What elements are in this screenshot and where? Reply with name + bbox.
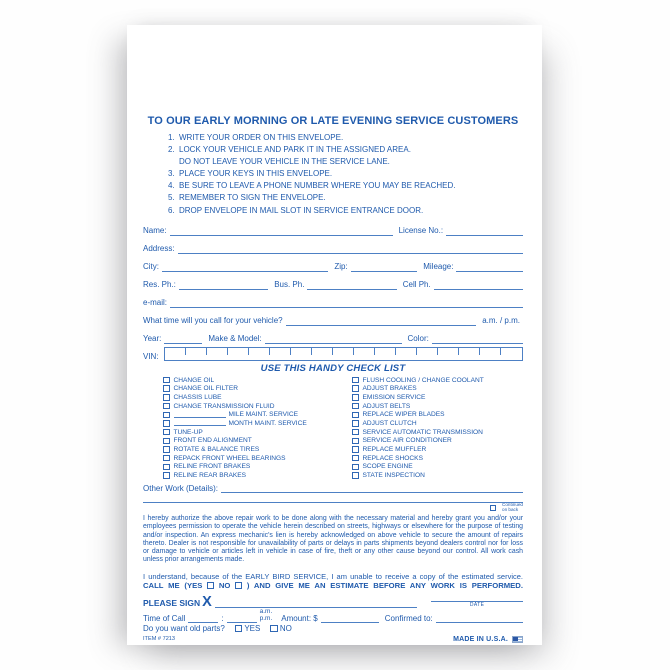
bus-ph-label: Bus. Ph. (274, 279, 305, 289)
checkbox[interactable] (352, 403, 359, 410)
am-pm-label: a.m. / p.m. (482, 315, 520, 325)
checklist-item: REPACK FRONT WHEEL BEARINGS (163, 454, 334, 463)
am-option[interactable]: a.m. (259, 607, 273, 615)
checklist-item: SERVICE AUTOMATIC TRANSMISSION (352, 428, 523, 437)
checklist-item: ADJUST CLUTCH (352, 419, 523, 428)
old-parts-question: Do you want old parts? (143, 624, 225, 634)
address-label: Address: (143, 243, 175, 253)
name-label: Name: (143, 225, 167, 235)
checkbox[interactable] (163, 412, 170, 419)
time-hour-input-line[interactable] (188, 622, 218, 623)
confirmed-input-line[interactable] (436, 622, 523, 623)
checkbox[interactable] (163, 472, 170, 479)
checklist-item: CHANGE TRANSMISSION FLUID (163, 402, 334, 411)
service-checklist (143, 376, 523, 480)
form-content (127, 25, 542, 645)
checkbox[interactable] (352, 377, 359, 384)
checkbox[interactable] (352, 464, 359, 471)
checkbox[interactable] (163, 403, 170, 410)
checklist-item: ROTATE & BALANCE TIRES (163, 445, 334, 454)
checklist-item: ADJUST BELTS (352, 402, 523, 411)
instruction-item: DO NOT LEAVE YOUR VEHICLE IN THE SERVICE LANE. (179, 157, 390, 167)
city-label: City: (143, 261, 159, 271)
old-parts-no-label: NO (279, 624, 292, 634)
continued-label-2: on back (502, 506, 519, 512)
checklist-item: REPLACE SHOCKS (352, 454, 523, 463)
res-ph-label: Res. Ph.: (143, 279, 176, 289)
checklist-header: USE THIS HANDY CHECK LIST (260, 362, 406, 374)
continued-label-1: Continued (502, 502, 523, 508)
email-row (143, 290, 523, 308)
vin-row (143, 344, 523, 361)
phones-row (143, 272, 523, 290)
old-parts-no-checkbox[interactable] (270, 625, 278, 633)
time-colon: : (221, 613, 224, 623)
instruction-item: 4. BE SURE TO LEAVE A PHONE NUMBER WHERE YOU MAY BE REACHED. (168, 181, 456, 191)
call-time-input-line[interactable] (286, 325, 477, 326)
make-model-label: Make & Model: (208, 333, 262, 343)
call-me-prefix: CALL ME (YES (143, 580, 203, 590)
checkbox[interactable] (163, 438, 170, 445)
checkbox[interactable] (352, 394, 359, 401)
old-parts-yes-checkbox[interactable] (235, 625, 243, 633)
form-title: TO OUR EARLY MORNING OR LATE EVENING SERVICE CUSTOMERS (147, 115, 519, 127)
other-work-label: Other Work (Details): (143, 483, 218, 493)
confirmed-label: Confirmed to: (384, 613, 433, 623)
amount-label: Amount: $ (281, 613, 318, 623)
checklist-item: MONTH MAINT. SERVICE (163, 419, 334, 428)
please-sign-label: PLEASE SIGN (143, 597, 201, 608)
checkbox[interactable] (352, 455, 359, 462)
checkbox[interactable] (352, 438, 359, 445)
old-parts-yes-label: YES (244, 624, 261, 634)
bus-ph-input-line[interactable] (307, 289, 396, 290)
mile-input-line[interactable] (174, 412, 226, 418)
other-work-input-line[interactable] (221, 492, 523, 493)
checkbox[interactable] (352, 446, 359, 453)
checkbox[interactable] (163, 394, 170, 401)
call-time-label: What time will you call for your vehicle? (143, 315, 283, 325)
call-me-yes-checkbox[interactable] (207, 582, 214, 589)
zip-input-line[interactable] (351, 271, 418, 272)
name-row (143, 218, 523, 236)
vin-label: VIN: (143, 351, 159, 361)
address-row (143, 236, 523, 254)
checklist-item: SCOPE ENGINE (352, 463, 523, 472)
checkbox[interactable] (163, 420, 170, 427)
checklist-item: SERVICE AIR CONDITIONER (352, 436, 523, 445)
vin-character-boxes[interactable] (164, 347, 523, 361)
color-input-line[interactable] (432, 343, 523, 344)
checklist-item: EMISSION SERVICE (352, 393, 523, 402)
am-pm-stack (260, 608, 273, 623)
checkbox[interactable] (163, 429, 170, 436)
call-me-no-label: NO (218, 580, 231, 590)
form-footer (143, 636, 523, 643)
checklist-item: RELINE REAR BRAKES (163, 471, 334, 480)
email-input-line[interactable] (170, 307, 523, 308)
month-input-line[interactable] (174, 420, 226, 426)
name-input-line[interactable] (170, 235, 393, 236)
city-input-line[interactable] (162, 271, 328, 272)
signature-row (143, 594, 523, 608)
year-input-line[interactable] (164, 343, 202, 344)
instruction-item: 6. DROP ENVELOPE IN MAIL SLOT IN SERVICE ENTRANCE DOOR. (168, 205, 424, 215)
checklist-item: REPLACE WIPER BLADES (352, 410, 523, 419)
checkbox[interactable] (163, 455, 170, 462)
mileage-input-line[interactable] (456, 271, 523, 272)
address-input-line[interactable] (178, 253, 523, 254)
call-me-no-checkbox[interactable] (235, 582, 242, 589)
service-envelope-form (127, 25, 542, 645)
continued-checkbox[interactable] (490, 505, 497, 512)
date-label: DATE (469, 601, 485, 608)
date-field (431, 590, 523, 608)
instruction-item: 3. PLACE YOUR KEYS IN THIS ENVELOPE. (168, 169, 333, 179)
signature-input-line[interactable] (215, 607, 417, 608)
instruction-list (168, 132, 523, 217)
city-row (143, 254, 523, 272)
made-in-usa-label: MADE IN U.S.A. (453, 635, 508, 643)
checklist-item: RELINE FRONT BRAKES (163, 463, 334, 472)
checkbox[interactable] (163, 446, 170, 453)
checklist-item: REPLACE MUFFLER (352, 445, 523, 454)
checkbox[interactable] (163, 377, 170, 384)
make-model-input-line[interactable] (265, 343, 402, 344)
us-flag-icon (512, 636, 523, 643)
cell-ph-label: Cell Ph. (402, 279, 431, 289)
time-of-call-label: Time of Call (143, 613, 186, 623)
cell-ph-input-line[interactable] (434, 289, 523, 290)
res-ph-input-line[interactable] (179, 289, 268, 290)
instruction-item: 5. REMEMBER TO SIGN THE ENVELOPE. (168, 193, 326, 203)
checkbox[interactable] (352, 472, 359, 479)
checklist-item: FRONT END ALIGNMENT (163, 436, 334, 445)
checklist-left-column (143, 376, 334, 480)
authorization-paragraph: I hereby authorize the above repair work to be done along with the necessary material and hereby grant you and/or your employees permission to operate the vehicle herein described on streets, highways or elsewhere for the purpose of testing and/or inspection. An express mechanic's lien is hereby acknowledged on above vehicle to secure the amount of repairs thereto. Dealer is not responsible for unavailability of parts or delays in parts shipments beyond dealers control nor for loss or damage to vehicle or articles left in vehicle in case of fire, theft or any other cause beyond our control. All work cash unless prior arrangements made. (143, 514, 523, 564)
checklist-item: TUNE-UP (163, 428, 334, 437)
checkbox[interactable] (352, 429, 359, 436)
old-parts-row (143, 623, 523, 635)
checklist-item: FLUSH COOLING / CHANGE COOLANT (352, 376, 523, 385)
other-work-input-line-2[interactable] (143, 493, 523, 503)
item-number: ITEM # 7213 (143, 636, 176, 643)
time-minute-input-line[interactable] (227, 622, 257, 623)
checklist-item: STATE INSPECTION (352, 471, 523, 480)
call-time-row (143, 308, 523, 326)
color-label: Color: (407, 333, 429, 343)
checkbox[interactable] (163, 464, 170, 471)
checkbox[interactable] (352, 420, 359, 427)
vehicle-row (143, 326, 523, 344)
checklist-right-column (334, 376, 523, 480)
other-work-row (143, 480, 523, 493)
instruction-item: 1. WRITE YOUR ORDER ON THIS ENVELOPE. (168, 133, 344, 142)
license-input-line[interactable] (446, 235, 523, 236)
checklist-item: CHANGE OIL (163, 376, 334, 385)
checkbox[interactable] (352, 385, 359, 392)
instruction-item: 2. LOCK YOUR VEHICLE AND PARK IT IN THE ASSIGNED AREA. (168, 145, 411, 155)
amount-input-line[interactable] (321, 622, 379, 623)
checklist-item: CHANGE OIL FILTER (163, 384, 334, 393)
zip-label: Zip: (334, 261, 348, 271)
customer-fields (143, 218, 523, 361)
checklist-item: CHASSIS LUBE (163, 393, 334, 402)
date-input-line[interactable] (431, 590, 523, 602)
checkbox[interactable] (163, 385, 170, 392)
call-me-suffix: ) AND GIVE ME AN ESTIMATE BEFORE ANY WORK IS PERFORMED. (246, 580, 523, 590)
email-label: e-mail: (143, 297, 168, 307)
checkbox[interactable] (352, 412, 359, 419)
year-label: Year: (143, 333, 162, 343)
estimate-notice-line: I understand, because of the EARLY BIRD SERVICE, I am unable to receive a copy of the estimated service. (143, 571, 523, 581)
signature-x-mark: X (202, 593, 212, 610)
continued-on-back (143, 503, 523, 513)
time-of-call-row (143, 608, 523, 623)
license-label: License No.: (398, 225, 444, 235)
checklist-item: ADJUST BRAKES (352, 384, 523, 393)
pm-option[interactable]: p.m. (259, 615, 273, 623)
checklist-item: MILE MAINT. SERVICE (163, 410, 334, 419)
mileage-label: Mileage: (423, 261, 454, 271)
